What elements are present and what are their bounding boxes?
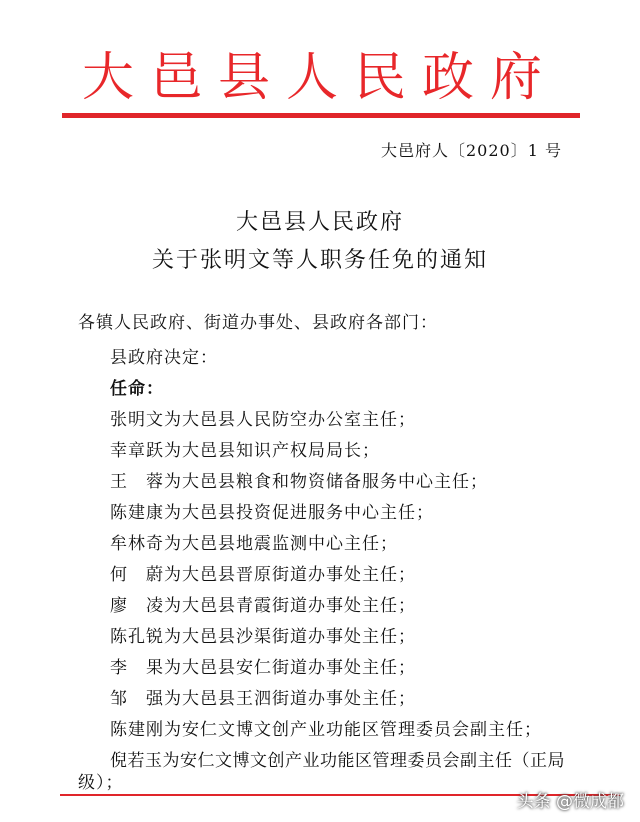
appointment-item: 邹 强为大邑县王泗街道办事处主任； [110, 689, 416, 709]
appointment-item: 陈孔锐为大邑县沙渠街道办事处主任； [110, 627, 416, 647]
masthead-title: 大邑县人民政府 [81, 48, 558, 108]
appointment-continuation: 级）； [78, 773, 124, 793]
red-header-rule [62, 113, 580, 118]
appointment-item: 何 蔚为大邑县晋原街道办事处主任； [110, 565, 416, 585]
appointment-item: 王 蓉为大邑县粮食和物资储备服务中心主任； [110, 472, 488, 492]
notice-title-line2: 关于张明文等人职务任免的通知 [151, 248, 488, 273]
appointment-item: 牟林奇为大邑县地震监测中心主任； [110, 534, 398, 554]
appointment-item: 廖 凌为大邑县青霞街道办事处主任； [110, 596, 416, 616]
toutiao-watermark: 头条 @微成都 [516, 792, 624, 812]
appoint-heading: 任命： [110, 379, 164, 399]
appointment-item: 陈建刚为安仁文博文创产业功能区管理委员会副主任； [110, 720, 542, 740]
appointment-item: 李 果为大邑县安仁街道办事处主任； [110, 658, 416, 678]
appointment-item: 张明文为大邑县人民防空办公室主任； [110, 410, 416, 430]
decision-line: 县政府决定： [110, 348, 218, 368]
notice-title-line1: 大邑县人民政府 [235, 210, 404, 235]
addressee: 各镇人民政府、街道办事处、县政府各部门： [78, 313, 438, 333]
document-number: 大邑府人〔2020〕1 号 [381, 141, 562, 160]
appointment-item: 陈建康为大邑县投资促进服务中心主任； [110, 503, 434, 523]
appointment-item: 幸章跃为大邑县知识产权局局长； [110, 441, 380, 461]
appointment-item: 倪若玉为安仁文博文创产业功能区管理委员会副主任（正局 [110, 751, 565, 771]
